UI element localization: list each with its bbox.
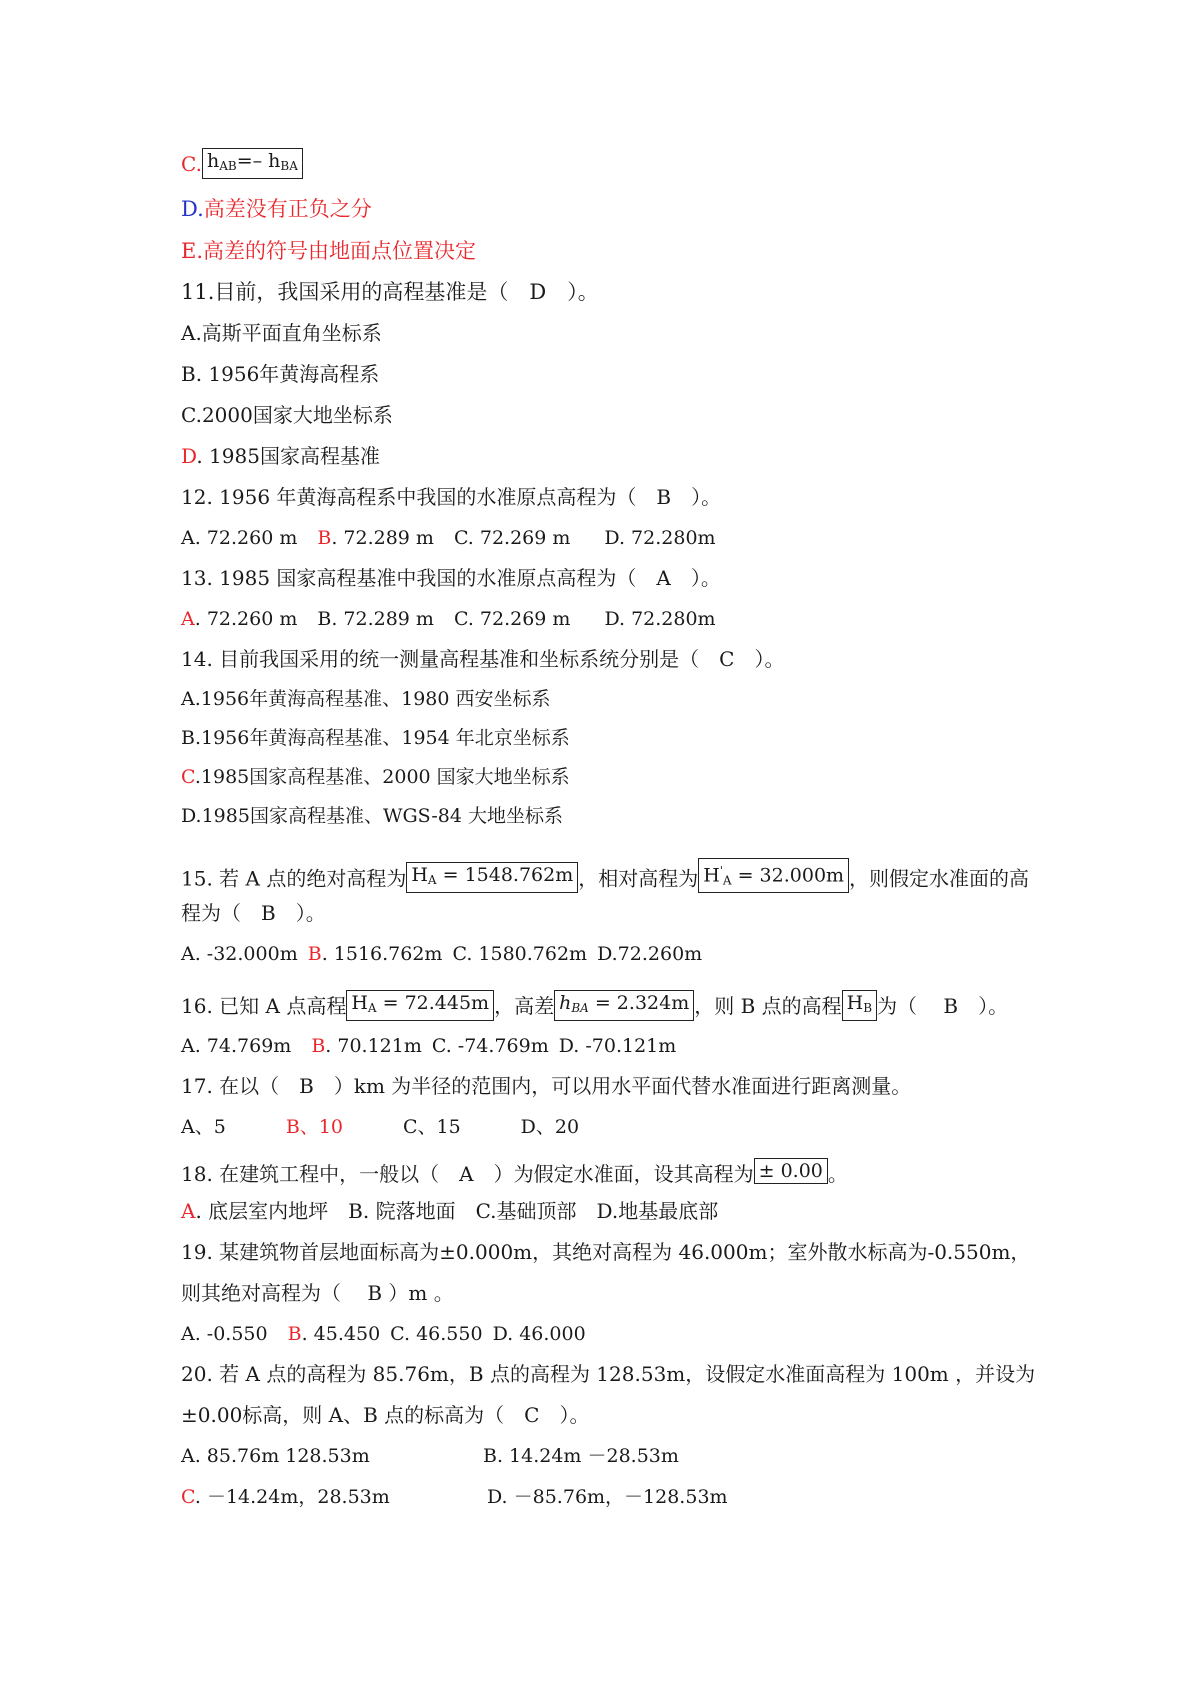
formula-hba: $h_{BA} = 2.324m$ [554, 990, 694, 1021]
formula-ha-relative: $H'_A = 32.000m$ [698, 858, 849, 893]
q19-options: A. -0.550 B. 45.450 C. 46.550 D. 46.000 [181, 1323, 586, 1345]
q14-stem: 14. 目前我国采用的统一测量高程基准和坐标系统分别是（ C ）。 [181, 647, 785, 671]
q12-options: A. 72.260 m B. 72.289 m C. 72.269 m D. 72.280m [181, 527, 716, 549]
q18-stem: 18. 在建筑工程中，一般以（ A ）为假定水准面，设其高程为 ± 0.00 。 [181, 1160, 848, 1186]
q13-options: A. 72.260 m B. 72.289 m C. 72.269 m D. 72.280m [181, 608, 716, 630]
q17-stem: 17. 在以（ B ）km 为半径的范围内，可以用水平面代替水准面进行距离测量。 [181, 1074, 912, 1098]
q11-option-a: A.高斯平面直角坐标系 [181, 321, 382, 345]
q15-stem: 15. 若 A 点的绝对高程为 $H_A = 1548.762m$ ，相对高程为 $H'_A = 32.000m$ ，则假定水准面的高 [181, 858, 1029, 893]
q16-stem: 16. 已知 A 点高程 $H_A = 72.445m$ ，高差 $h_{BA} = 2.324m$ ，则 B 点的高程 $H_B$ 为（ B ）。 [181, 990, 1008, 1021]
q15-options: A. -32.000m B. 1516.762m C. 1580.762m D.72.260m [181, 943, 703, 965]
q20-option-a: A. 85.76m 128.53m [181, 1445, 370, 1467]
q10-option-c: C. $h_{AB}=-$ $h_{BA}$ [181, 148, 303, 179]
formula-ha-absolute: $H_A = 1548.762m$ [406, 862, 578, 893]
q12-stem: 12. 1956 年黄海高程系中我国的水准原点高程为（ B ）。 [181, 485, 722, 509]
formula-hb: $H_B$ [842, 990, 877, 1021]
q20-option-c: C. －14.24m，28.53m [181, 1486, 390, 1508]
q11-stem: 11.目前，我国采用的高程基准是（ D ）。 [181, 280, 599, 304]
q14-option-c: C.1985国家高程基准、2000 国家大地坐标系 [181, 766, 570, 788]
q15-stem-line2: 程为（ B ）。 [181, 901, 326, 925]
q20-option-d: D. －85.76m，－128.53m [487, 1486, 728, 1508]
q11-option-d: D. 1985国家高程基准 [181, 444, 380, 468]
q19-stem: 19. 某建筑物首层地面标高为±0.000m，其绝对高程为 46.000m；室外散水标高为-0.550m， [181, 1240, 1031, 1264]
q10-option-d: D.高差没有正负之分 [181, 197, 372, 221]
q20-stem: 20. 若 A 点的高程为 85.76m，B 点的高程为 128.53m，设假定水准面高程为 100m ，并设为 [181, 1362, 1036, 1386]
q17-options: A、5 B、10 C、15 D、20 [181, 1116, 580, 1138]
q20-option-b: B. 14.24m －28.53m [483, 1445, 679, 1467]
q19-stem-line2: 则其绝对高程为（ B ）m 。 [181, 1281, 454, 1305]
q20-stem-line2: ±0.00标高，则 A、B 点的标高为（ C ）。 [181, 1403, 590, 1427]
q14-option-b: B.1956年黄海高程基准、1954 年北京坐标系 [181, 727, 570, 749]
q10-option-e: E.高差的符号由地面点位置决定 [181, 239, 477, 263]
q14-option-d: D.1985国家高程基准、WGS-84 大地坐标系 [181, 805, 564, 827]
q13-stem: 13. 1985 国家高程基准中我国的水准原点高程为（ A ）。 [181, 566, 721, 590]
formula-ha: $H_A = 72.445m$ [346, 990, 494, 1021]
q14-option-a: A.1956年黄海高程基准、1980 西安坐标系 [181, 688, 551, 710]
q18-options: A. 底层室内地坪 B. 院落地面 C.基础顶部 D.地基最底部 [181, 1199, 719, 1223]
q16-options: A. 74.769m B. 70.121m C. -74.769m D. -70.121m [181, 1035, 677, 1057]
q11-option-c: C.2000国家大地坐标系 [181, 403, 393, 427]
formula-pm-zero: ± 0.00 [754, 1158, 828, 1184]
q11-option-b: B. 1956年黄海高程系 [181, 362, 380, 386]
formula-hab-eq-neg-hba: $h_{AB}=-$ $h_{BA}$ [202, 148, 303, 179]
